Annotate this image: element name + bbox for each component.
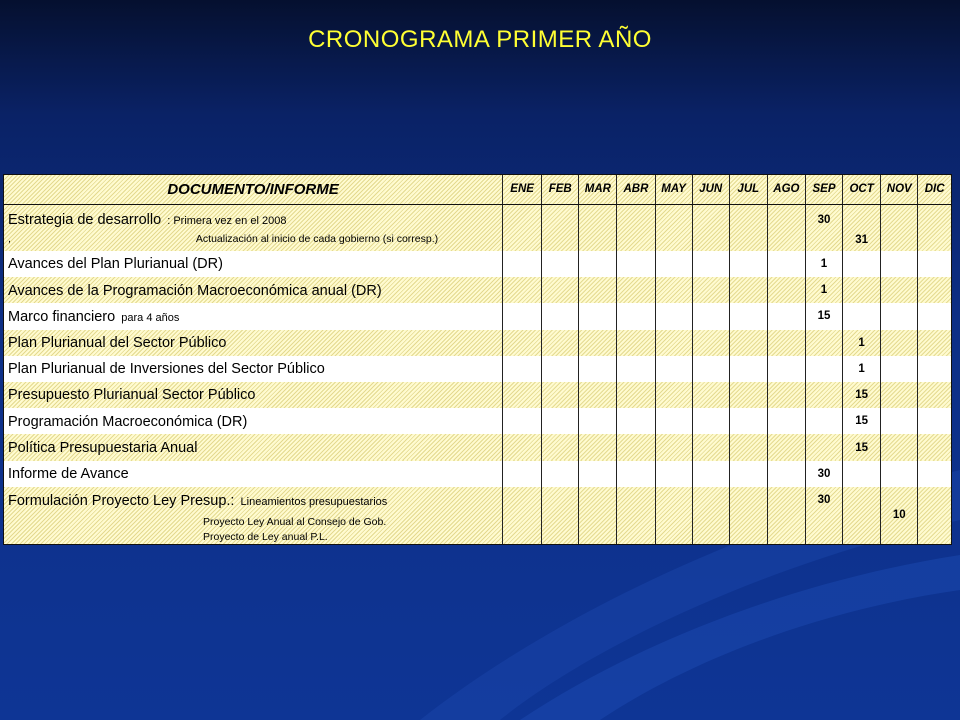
document-cell <box>4 277 503 303</box>
cell-jul <box>729 277 767 303</box>
cell-feb <box>542 461 579 487</box>
schedule-day-value: 30 <box>817 214 831 226</box>
table-row <box>4 277 951 303</box>
document-label: Presupuesto Plurianual Sector Público <box>8 387 256 404</box>
cell-ene <box>503 356 542 382</box>
cell-dic <box>918 408 951 434</box>
cell-ago <box>767 330 805 356</box>
cell-feb <box>542 277 579 303</box>
cell-feb <box>542 205 579 251</box>
schedule-table-container <box>3 174 952 545</box>
document-cell <box>4 461 503 487</box>
cell-jun <box>692 356 729 382</box>
schedule-day-value: 10 <box>892 509 906 522</box>
table-row <box>4 303 951 329</box>
document-sub-note: Proyecto Ley Anual al Consejo de Gob. <box>203 516 387 529</box>
cell-may <box>655 461 692 487</box>
document-cell <box>4 303 503 329</box>
document-note: para 4 años <box>118 311 180 324</box>
cell-jun <box>692 251 729 277</box>
cell-mar <box>579 356 617 382</box>
cell-sep <box>805 487 842 544</box>
header-documento: DOCUMENTO/INFORME <box>4 175 503 205</box>
header-month-nov: NOV <box>881 175 918 205</box>
cell-jun <box>692 382 729 408</box>
cell-oct <box>843 408 881 434</box>
header-month-sep: SEP <box>805 175 842 205</box>
cell-abr <box>617 487 655 544</box>
table-row <box>4 434 951 460</box>
cell-abr <box>617 330 655 356</box>
schedule-day-value: 31 <box>855 233 869 246</box>
cell-sep <box>805 205 842 251</box>
cell-dic <box>918 382 951 408</box>
cell-oct <box>843 330 881 356</box>
cell-jun <box>692 408 729 434</box>
cell-ago <box>767 461 805 487</box>
schedule-day-value: 1 <box>858 336 865 349</box>
cell-oct <box>843 487 881 544</box>
cell-mar <box>579 487 617 544</box>
cell-may <box>655 277 692 303</box>
cell-abr <box>617 356 655 382</box>
cell-feb <box>542 303 579 329</box>
document-label: Plan Plurianual de Inversiones del Sector Público <box>8 361 325 378</box>
cell-may <box>655 205 692 251</box>
document-cell <box>4 434 503 460</box>
table-row <box>4 487 951 544</box>
document-note: : Primera vez en el 2008 <box>164 214 287 227</box>
cell-abr <box>617 277 655 303</box>
cell-oct <box>843 461 881 487</box>
cell-jun <box>692 487 729 544</box>
cell-may <box>655 330 692 356</box>
cell-ago <box>767 382 805 408</box>
cell-abr <box>617 434 655 460</box>
document-label: Programación Macroeconómica (DR) <box>8 413 248 430</box>
schedule-day-value: 1 <box>858 362 865 375</box>
document-cell <box>4 408 503 434</box>
table-row <box>4 330 951 356</box>
cell-ene <box>503 251 542 277</box>
cell-nov <box>881 330 918 356</box>
cell-mar <box>579 277 617 303</box>
cell-jul <box>729 461 767 487</box>
cell-jun <box>692 303 729 329</box>
cell-dic <box>918 461 951 487</box>
cell-jul <box>729 434 767 460</box>
schedule-day-value: 30 <box>817 467 831 480</box>
schedule-table <box>4 175 951 544</box>
cell-mar <box>579 205 617 251</box>
schedule-day-value: 15 <box>855 415 869 428</box>
cell-nov <box>881 434 918 460</box>
cell-ene <box>503 408 542 434</box>
cell-sep <box>805 434 842 460</box>
cell-mar <box>579 251 617 277</box>
cell-abr <box>617 408 655 434</box>
cell-sep <box>805 461 842 487</box>
cell-jul <box>729 251 767 277</box>
cell-jul <box>729 205 767 251</box>
cell-abr <box>617 461 655 487</box>
cell-nov <box>881 461 918 487</box>
cell-nov <box>881 382 918 408</box>
cell-oct <box>843 356 881 382</box>
cell-oct <box>843 382 881 408</box>
cell-sep <box>805 303 842 329</box>
cell-ago <box>767 277 805 303</box>
cell-dic <box>918 277 951 303</box>
header-month-abr: ABR <box>617 175 655 205</box>
cell-feb <box>542 382 579 408</box>
cell-may <box>655 408 692 434</box>
document-label: Estrategia de desarrollo <box>8 211 162 228</box>
cell-feb <box>542 251 579 277</box>
document-label: Política Presupuestaria Anual <box>8 439 198 456</box>
cell-dic <box>918 303 951 329</box>
cell-may <box>655 356 692 382</box>
cell-sep <box>805 330 842 356</box>
cell-nov <box>881 408 918 434</box>
table-row <box>4 205 951 251</box>
document-cell <box>4 382 503 408</box>
cell-abr <box>617 251 655 277</box>
cell-jul <box>729 356 767 382</box>
cell-ene <box>503 382 542 408</box>
document-label: Avances del Plan Plurianual (DR) <box>8 256 223 273</box>
header-month-ene: ENE <box>503 175 542 205</box>
table-row <box>4 408 951 434</box>
cell-ago <box>767 356 805 382</box>
schedule-day-value: 15 <box>817 310 831 323</box>
schedule-day-value: 1 <box>820 258 828 270</box>
document-label: Formulación Proyecto Ley Presup.: <box>8 492 235 509</box>
cell-dic <box>918 205 951 251</box>
document-cell <box>4 251 503 277</box>
cell-may <box>655 303 692 329</box>
cell-ene <box>503 434 542 460</box>
cell-ago <box>767 408 805 434</box>
schedule-day-value: 30 <box>817 493 831 506</box>
cell-jul <box>729 408 767 434</box>
document-label: Informe de Avance <box>8 466 129 483</box>
cell-nov <box>881 487 918 544</box>
header-month-jun: JUN <box>692 175 729 205</box>
cell-oct <box>843 434 881 460</box>
cell-feb <box>542 356 579 382</box>
cell-dic <box>918 330 951 356</box>
cell-sep <box>805 277 842 303</box>
cell-jun <box>692 434 729 460</box>
document-label: Marco financiero <box>8 308 116 325</box>
table-body <box>4 205 951 545</box>
cell-nov <box>881 303 918 329</box>
cell-nov <box>881 251 918 277</box>
document-label: Plan Plurianual del Sector Público <box>8 334 227 351</box>
cell-oct <box>843 251 881 277</box>
document-label: Avances de la Programación Macroeconómica anual (DR) <box>8 282 382 299</box>
cell-sep <box>805 408 842 434</box>
table-row <box>4 251 951 277</box>
cell-ene <box>503 303 542 329</box>
cell-sep <box>805 251 842 277</box>
cell-oct <box>843 205 881 251</box>
document-sub-note: , Actualización al inicio de cada gobierno (si corresp.) <box>8 233 439 246</box>
cell-ene <box>503 487 542 544</box>
cell-feb <box>542 487 579 544</box>
cell-ene <box>503 205 542 251</box>
cell-sep <box>805 356 842 382</box>
cell-feb <box>542 434 579 460</box>
schedule-day-value: 1 <box>820 284 828 297</box>
cell-dic <box>918 356 951 382</box>
table-row <box>4 461 951 487</box>
cell-jul <box>729 487 767 544</box>
cell-dic <box>918 434 951 460</box>
cell-jun <box>692 461 729 487</box>
cell-mar <box>579 303 617 329</box>
cell-abr <box>617 205 655 251</box>
table-row <box>4 356 951 382</box>
cell-oct <box>843 277 881 303</box>
cell-nov <box>881 356 918 382</box>
cell-may <box>655 434 692 460</box>
cell-nov <box>881 277 918 303</box>
document-note: Lineamientos presupuestarios <box>237 495 388 508</box>
cell-ene <box>503 330 542 356</box>
cell-jun <box>692 330 729 356</box>
cell-may <box>655 382 692 408</box>
cell-abr <box>617 382 655 408</box>
cell-jul <box>729 330 767 356</box>
cell-mar <box>579 461 617 487</box>
cell-feb <box>542 330 579 356</box>
cell-may <box>655 487 692 544</box>
cell-jun <box>692 277 729 303</box>
cell-jun <box>692 205 729 251</box>
document-sub-note: Proyecto de Ley anual P.L. <box>203 530 328 543</box>
cell-mar <box>579 382 617 408</box>
cell-ago <box>767 487 805 544</box>
cell-feb <box>542 408 579 434</box>
cell-mar <box>579 434 617 460</box>
page-title: CRONOGRAMA PRIMER AÑO <box>308 26 652 53</box>
document-cell <box>4 356 503 382</box>
header-month-oct: OCT <box>843 175 881 205</box>
header-month-feb: FEB <box>542 175 579 205</box>
schedule-day-value: 15 <box>855 441 869 454</box>
cell-abr <box>617 303 655 329</box>
cell-ago <box>767 303 805 329</box>
cell-ago <box>767 434 805 460</box>
table-header-row <box>4 175 951 205</box>
cell-dic <box>918 251 951 277</box>
header-month-jul: JUL <box>729 175 767 205</box>
header-month-mar: MAR <box>579 175 617 205</box>
cell-jul <box>729 303 767 329</box>
cell-ago <box>767 205 805 251</box>
schedule-day-value: 15 <box>855 389 869 402</box>
cell-may <box>655 251 692 277</box>
header-month-ago: AGO <box>767 175 805 205</box>
table-row <box>4 382 951 408</box>
cell-mar <box>579 330 617 356</box>
cell-sep <box>805 382 842 408</box>
document-cell <box>4 330 503 356</box>
cell-ene <box>503 277 542 303</box>
cell-jul <box>729 382 767 408</box>
cell-ago <box>767 251 805 277</box>
cell-mar <box>579 408 617 434</box>
document-cell <box>4 205 503 251</box>
cell-oct <box>843 303 881 329</box>
header-month-may: MAY <box>655 175 692 205</box>
document-cell <box>4 487 503 544</box>
cell-dic <box>918 487 951 544</box>
header-month-dic: DIC <box>918 175 951 205</box>
cell-ene <box>503 461 542 487</box>
cell-nov <box>881 205 918 251</box>
